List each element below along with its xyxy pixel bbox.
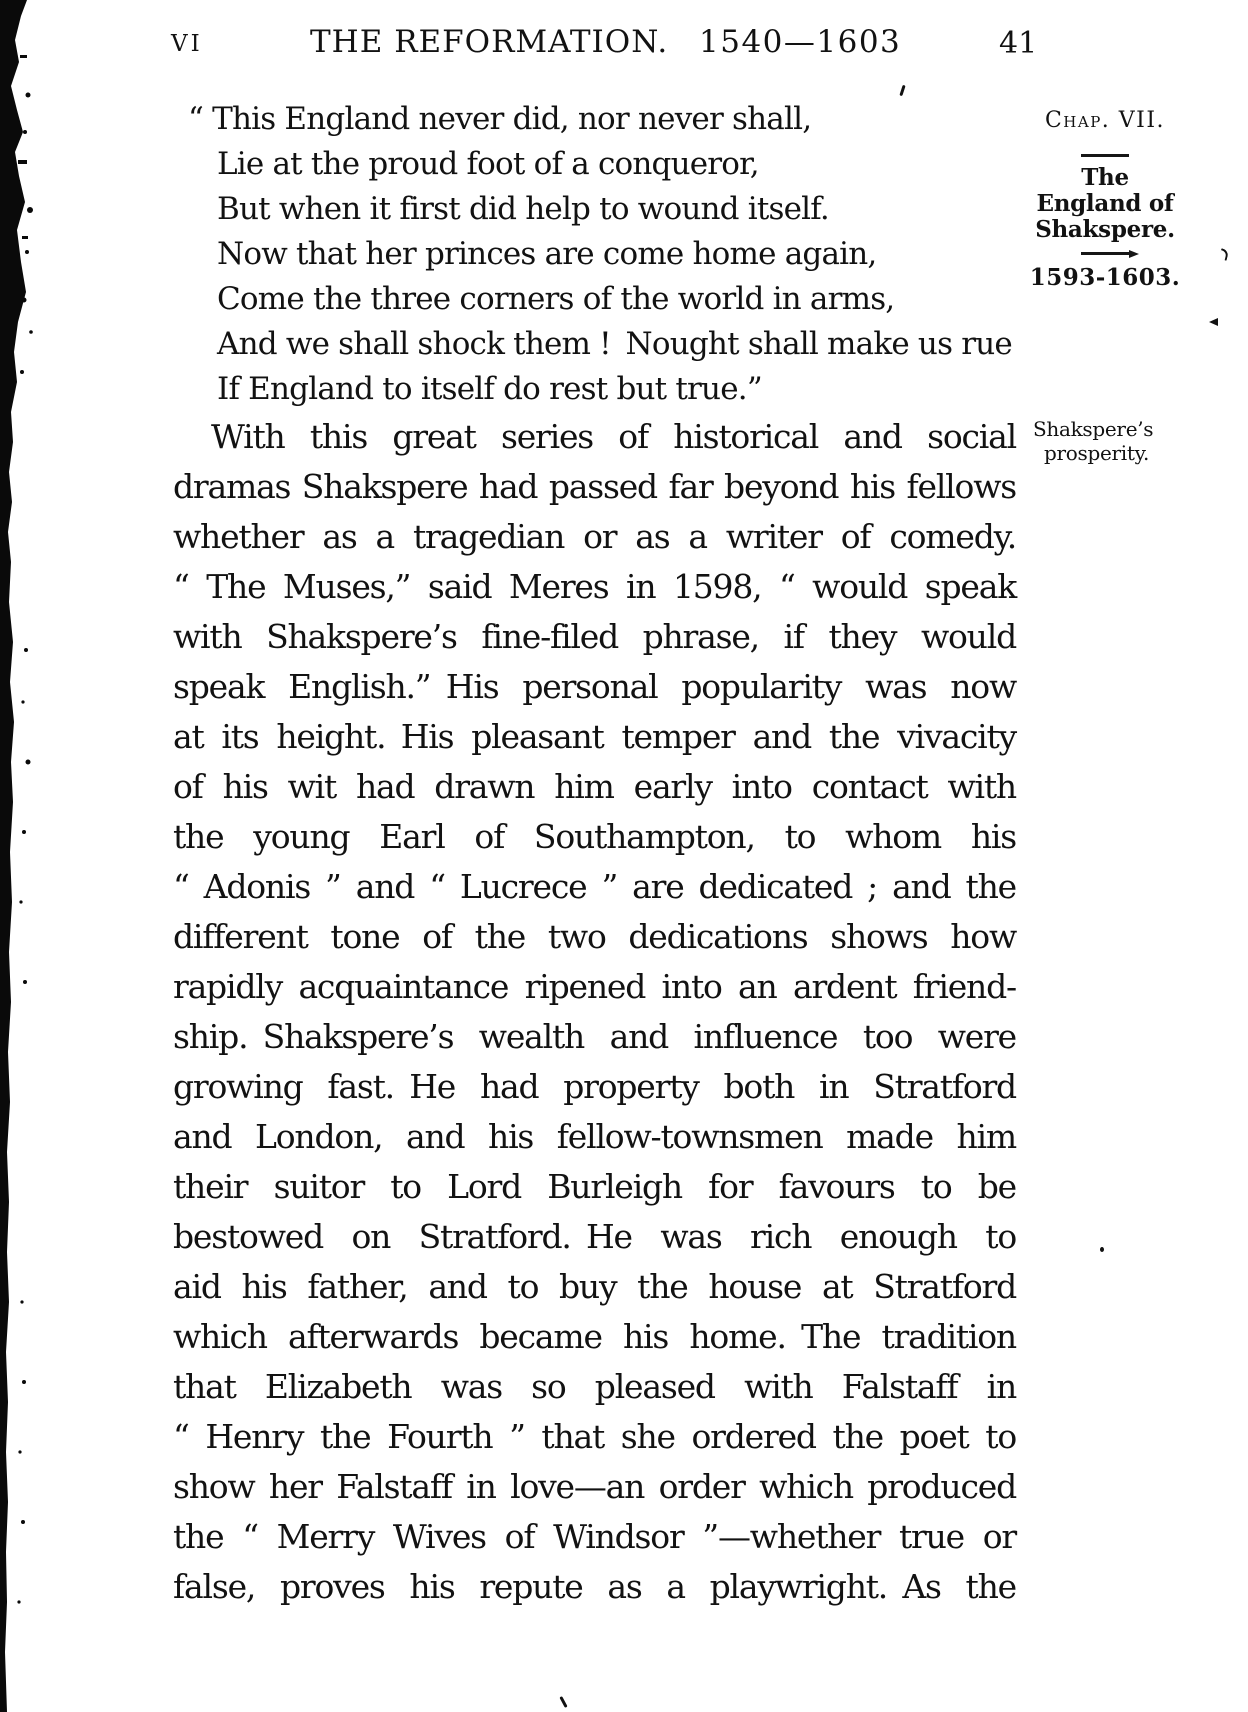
body-line: aid his father, and to buy the house at Stratford — [173, 1267, 1016, 1306]
body-line: which afterwards became his home. The tradition — [173, 1317, 1016, 1356]
margin-side-note-line: Shakspere’s — [1033, 417, 1154, 441]
body-line: ship. Shakspere’s wealth and influence too were — [173, 1017, 1016, 1056]
body-line: their suitor to Lord Burleigh for favours to be — [173, 1167, 1016, 1206]
body-line: With this great series of historical and social — [211, 417, 1016, 456]
body-line: and London, and his fellow-townsmen made him — [173, 1117, 1016, 1156]
body-line: rapidly acquaintance ripened into an ardent friend- — [173, 967, 1016, 1006]
body-line: that Elizabeth was so pleased with Falstaff in — [173, 1367, 1016, 1406]
margin-chapter-title — [1005, 165, 1205, 243]
poem-line: But when it first did help to wound itself. — [217, 191, 829, 227]
scan-speck — [1209, 318, 1218, 326]
margin-chapter-dates: 1593-1603. — [1029, 264, 1181, 291]
poem-line: Lie at the proud foot of a conqueror, — [217, 146, 759, 182]
body-line: the young Earl of Southampton, to whom his — [173, 817, 1016, 856]
margin-side-note — [1033, 417, 1208, 465]
body-line: dramas Shakspere had passed far beyond his fellows — [173, 467, 1016, 506]
poem-line: “ This England never did, nor never shall, — [188, 101, 812, 137]
scan-speck — [1100, 1247, 1104, 1252]
body-line: of his wit had drawn him early into contact with — [173, 767, 1016, 806]
body-line: whether as a tragedian or as a writer of comedy. — [173, 517, 1016, 556]
header-running-title: THE REFORMATION. — [310, 24, 669, 60]
body-line: “ The Muses,” said Meres in 1598, “ would speak — [173, 567, 1016, 606]
poem-line: Now that her princes are come home again, — [217, 236, 877, 272]
body-line: different tone of the two dedications shows how — [173, 917, 1016, 956]
margin-side-note-line: prosperity. — [1044, 441, 1150, 465]
body-line: “ Adonis ” and “ Lucrece ” are dedicated ; and the — [173, 867, 1016, 906]
body-paragraph — [173, 412, 1016, 1612]
poem-quotation — [188, 97, 1057, 412]
header-chapter-roman: VI — [171, 31, 203, 57]
body-line: growing fast. He had property both in Stratford — [173, 1067, 1016, 1106]
scan-speck — [1219, 248, 1229, 261]
body-line: speak English.” His personal popularity was now — [173, 667, 1016, 706]
poem-line: And we shall shock them ! Nought shall make us rue — [217, 326, 1012, 362]
margin-chapter-title-line: Shakspere. — [1035, 216, 1175, 243]
margin-chapter-label: Chap. VII. — [1044, 108, 1166, 133]
margin-divider-rule — [1081, 154, 1129, 157]
margin-divider-rule — [1081, 252, 1129, 255]
body-line: bestowed on Stratford. He was rich enough to — [173, 1217, 1016, 1256]
body-line: at its height. His pleasant temper and the vivacity — [173, 717, 1016, 756]
body-line: “ Henry the Fourth ” that she ordered the poet to — [173, 1417, 1016, 1456]
header-date-range: 1540—1603 — [699, 24, 902, 60]
body-line: the “ Merry Wives of Windsor ”—whether true or — [173, 1517, 1016, 1556]
poem-line: If England to itself do rest but true.” — [217, 371, 762, 407]
scan-speck — [559, 1696, 567, 1708]
body-line: false, proves his repute as a playwright. As the — [173, 1567, 1016, 1606]
margin-chapter-title-line: England of — [1036, 190, 1174, 217]
body-line: with Shakspere’s fine-filed phrase, if they would — [173, 617, 1016, 656]
scan-speck — [899, 85, 905, 96]
page-number: 41 — [999, 26, 1038, 61]
scan-binding-edge-artifact — [0, 0, 48, 1712]
body-line: show her Falstaff in love—an order which produced — [173, 1467, 1016, 1506]
margin-chapter-title-line: The — [1081, 164, 1129, 191]
poem-line: Come the three corners of the world in arms, — [217, 281, 895, 317]
